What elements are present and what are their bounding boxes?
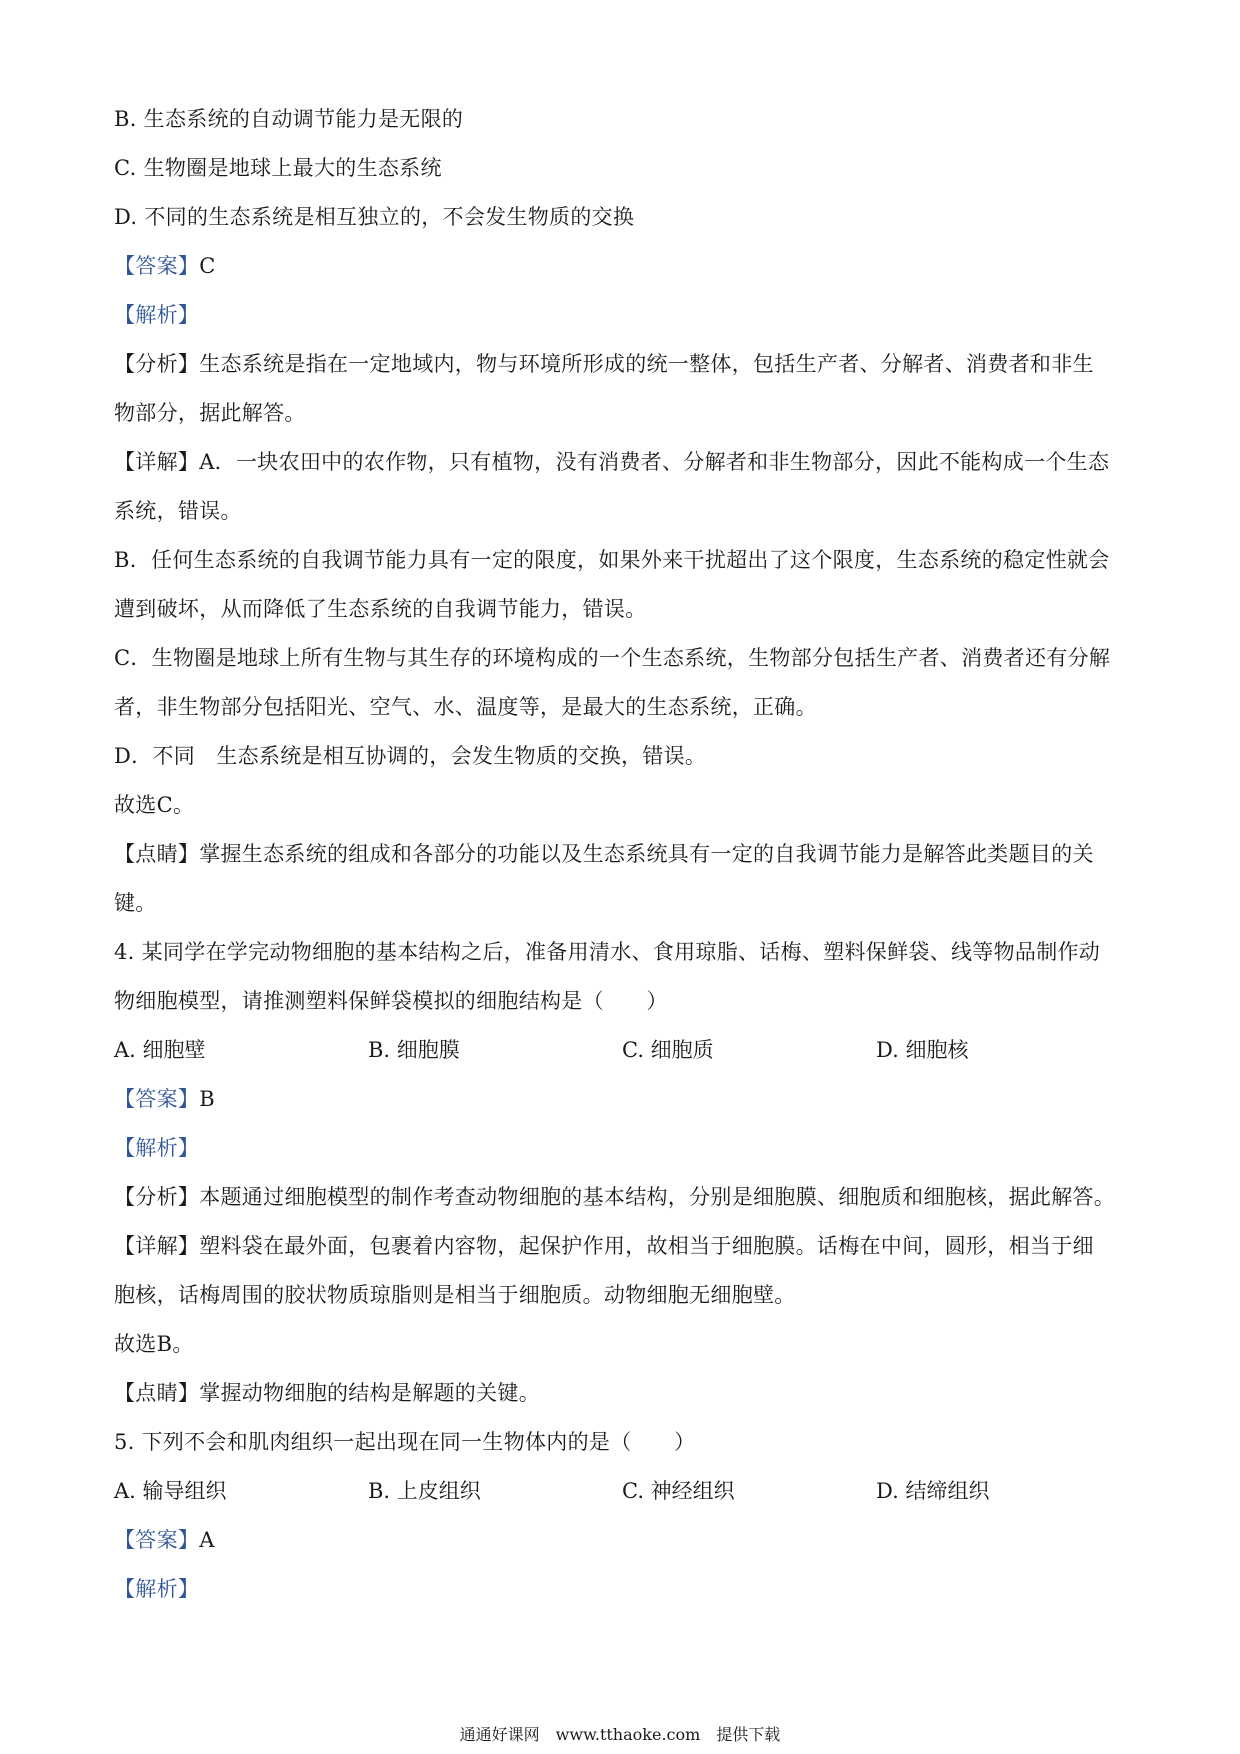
dianjing-text: 掌握生态系统的组成和各部分的功能以及生态系统具有一定的自我调节能力是解答此类题目的关: [199, 842, 1094, 866]
q4-option-c: C. 细胞质: [622, 1038, 714, 1062]
q4-option-b: B. 细胞膜: [368, 1038, 460, 1062]
q3-xiangjie-c-line-2: 者，非生物部分包括阳光、空气、水、温度等，是最大的生态系统，正确。: [114, 695, 817, 719]
q5-option-a: A. 输导组织: [114, 1479, 227, 1503]
answer-tag: 【答案】: [114, 1528, 200, 1552]
q3-xiangjie-b-line-2: 遭到破坏，从而降低了生态系统的自我调节能力，错误。: [114, 597, 647, 621]
answer-value: C: [199, 254, 216, 278]
fenxi-tag: 【分析】: [114, 352, 200, 376]
q3-analysis-tag: 【解析】: [114, 303, 200, 327]
answer-value: B: [199, 1087, 215, 1111]
q3-option-c: C. 生物圈是地球上最大的生态系统: [114, 156, 442, 180]
q4-answer-line: [114, 1084, 1134, 1114]
q4-fenxi-line: [114, 1182, 1134, 1212]
xiangjie-text: 塑料袋在最外面，包裹着内容物，起保护作用，故相当于细胞膜。话梅在中间，圆形，相当于细: [199, 1234, 1094, 1258]
q3-answer-line: [114, 251, 1134, 281]
q5-analysis-tag: 【解析】: [114, 1577, 200, 1601]
q3-xiangjie-d-line: D．不同 生态系统是相互协调的，会发生物质的交换，错误。: [114, 744, 707, 768]
q4-option-d: D. 细胞核: [876, 1038, 969, 1062]
q4-stem-line-1: 4. 某同学在学完动物细胞的基本结构之后，准备用清水、食用琼脂、话梅、塑料保鲜袋、线等物品制作动: [114, 940, 1101, 964]
q3-xiangjie-b-line-1: B．任何生态系统的自我调节能力具有一定的限度，如果外来干扰超出了这个限度，生态系统的稳定性就会: [114, 548, 1110, 572]
dianjing-tag: 【点睛】: [114, 1381, 200, 1405]
q3-option-b: B. 生态系统的自动调节能力是无限的: [114, 107, 464, 131]
fenxi-text: 生态系统是指在一定地域内，物与环境所形成的统一整体，包括生产者、分解者、消费者和非生: [199, 352, 1094, 376]
dianjing-tag: 【点睛】: [114, 842, 200, 866]
q5-option-d: D. 结缔组织: [876, 1479, 990, 1503]
q3-xiangjie-c-line-1: C．生物圈是地球上所有生物与其生存的环境构成的一个生态系统，生物部分包括生产者、消费者还有分解: [114, 646, 1111, 670]
page-footer: 通通好课网 www.tthaoke.com 提供下载: [459, 1725, 781, 1744]
xiangjie-tag: 【详解】: [114, 450, 200, 474]
answer-tag: 【答案】: [114, 1087, 200, 1111]
q3-dianjing-line-2: 键。: [114, 891, 157, 915]
q5-option-b: B. 上皮组织: [368, 1479, 481, 1503]
xiangjie-tag: 【详解】: [114, 1234, 200, 1258]
q3-xiangjie-line-1: [114, 447, 1134, 477]
q3-option-d: D. 不同的生态系统是相互独立的，不会发生物质的交换: [114, 205, 635, 229]
q4-choice: 故选B。: [114, 1332, 194, 1356]
q4-option-a: A. 细胞壁: [114, 1038, 206, 1062]
fenxi-text: 本题通过细胞模型的制作考查动物细胞的基本结构，分别是细胞膜、细胞质和细胞核，据此解答。: [199, 1185, 1116, 1209]
q3-xiangjie-line-2: 系统，错误。: [114, 499, 242, 523]
q5-answer-line: [114, 1525, 1134, 1555]
q4-analysis-tag: 【解析】: [114, 1136, 200, 1160]
q3-choice: 故选C。: [114, 793, 195, 817]
answer-tag: 【答案】: [114, 254, 200, 278]
q4-dianjing-line: [114, 1378, 1134, 1408]
q3-fenxi-line-2: 物部分，据此解答。: [114, 401, 306, 425]
xiangjie-text: A．一块农田中的农作物，只有植物，没有消费者、分解者和非生物部分，因此不能构成一个生态: [199, 450, 1110, 474]
fenxi-tag: 【分析】: [114, 1185, 200, 1209]
q4-xiangjie-line-2: 胞核，话梅周围的胶状物质琼脂则是相当于细胞质。动物细胞无细胞壁。: [114, 1283, 796, 1307]
q5-option-c: C. 神经组织: [622, 1479, 735, 1503]
q5-stem-line: 5. 下列不会和肌肉组织一起出现在同一生物体内的是（ ）: [114, 1430, 696, 1454]
answer-value: A: [199, 1528, 215, 1552]
q3-fenxi-line-1: [114, 349, 1134, 379]
q4-stem-line-2: 物细胞模型，请推测塑料保鲜袋模拟的细胞结构是（ ）: [114, 989, 668, 1013]
dianjing-text: 掌握动物细胞的结构是解题的关键。: [199, 1381, 541, 1405]
q4-xiangjie-line-1: [114, 1231, 1134, 1261]
q3-dianjing-line-1: [114, 839, 1134, 869]
